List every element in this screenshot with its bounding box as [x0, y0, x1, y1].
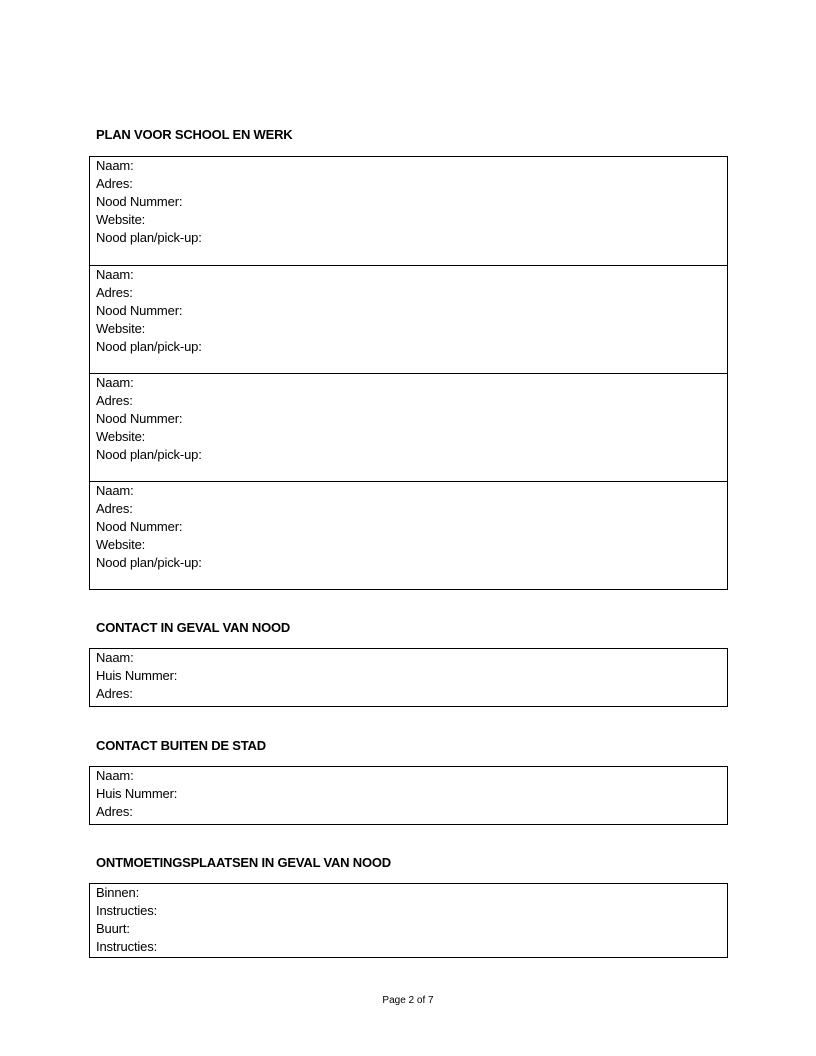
name-label: Naam:	[96, 768, 134, 783]
website-label: Website:	[96, 429, 146, 444]
meeting-places-entry	[90, 884, 727, 957]
school-entry-1	[90, 157, 727, 265]
section-title-emergency-contact: CONTACT IN GEVAL VAN NOOD	[96, 620, 291, 635]
address-label: Adres:	[96, 285, 133, 300]
instructions-label: Instructies:	[96, 939, 158, 954]
inside-label: Binnen:	[96, 885, 140, 900]
name-label: Naam:	[96, 267, 134, 282]
out-of-town-contact-table	[89, 766, 728, 825]
website-label: Website:	[96, 537, 146, 552]
name-label: Naam:	[96, 375, 134, 390]
emergency-number-label: Nood Nummer:	[96, 303, 183, 318]
school-entry-3	[90, 373, 727, 481]
pickup-plan-label: Nood plan/pick-up:	[96, 339, 202, 354]
emergency-contact-table	[89, 648, 728, 707]
emergency-number-label: Nood Nummer:	[96, 194, 183, 209]
home-number-label: Huis Nummer:	[96, 668, 178, 683]
address-label: Adres:	[96, 501, 133, 516]
out-of-town-contact-entry	[90, 767, 727, 824]
pickup-plan-label: Nood plan/pick-up:	[96, 230, 202, 245]
website-label: Website:	[96, 212, 146, 227]
home-number-label: Huis Nummer:	[96, 786, 178, 801]
school-entry-2	[90, 265, 727, 373]
address-label: Adres:	[96, 176, 133, 191]
page-number: Page 2 of 7	[382, 995, 434, 1006]
emergency-number-label: Nood Nummer:	[96, 519, 183, 534]
neighborhood-label: Buurt:	[96, 921, 130, 936]
name-label: Naam:	[96, 483, 134, 498]
section-title-school: PLAN VOOR SCHOOL EN WERK	[96, 127, 293, 142]
meeting-places-table	[89, 883, 728, 958]
address-label: Adres:	[96, 393, 133, 408]
section-title-out-of-town-contact: CONTACT BUITEN DE STAD	[96, 738, 266, 753]
pickup-plan-label: Nood plan/pick-up:	[96, 447, 202, 462]
address-label: Adres:	[96, 804, 133, 819]
website-label: Website:	[96, 321, 146, 336]
section-title-meeting-places: ONTMOETINGSPLAATSEN IN GEVAL VAN NOOD	[96, 855, 391, 870]
instructions-label: Instructies:	[96, 903, 158, 918]
name-label: Naam:	[96, 650, 134, 665]
pickup-plan-label: Nood plan/pick-up:	[96, 555, 202, 570]
emergency-contact-entry	[90, 649, 727, 706]
school-plan-table	[89, 156, 728, 590]
address-label: Adres:	[96, 686, 133, 701]
name-label: Naam:	[96, 158, 134, 173]
school-entry-4	[90, 481, 727, 589]
emergency-number-label: Nood Nummer:	[96, 411, 183, 426]
